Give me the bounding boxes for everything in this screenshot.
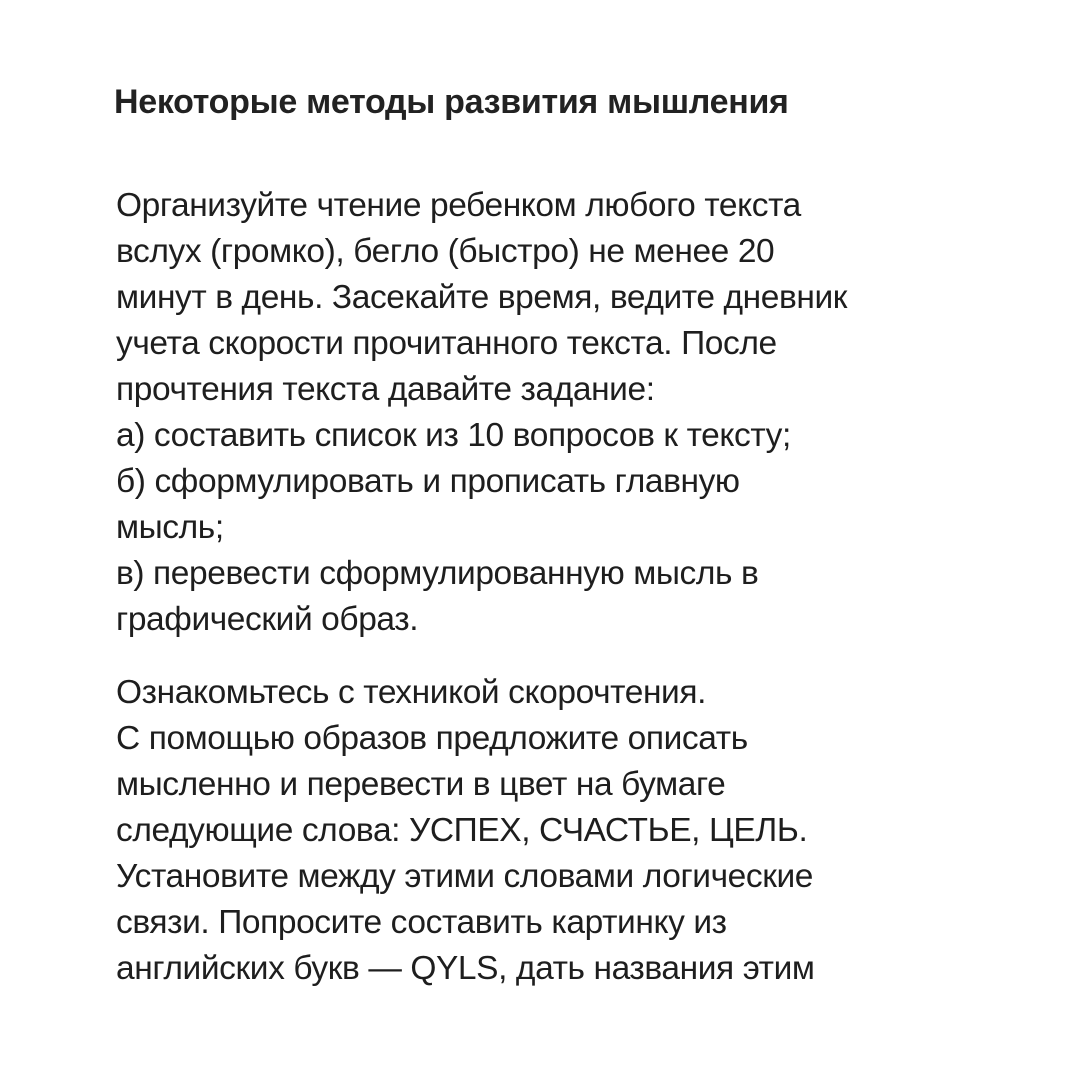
text-line: Установите между этими словами логические [116, 858, 814, 895]
paragraph-speed-reading [116, 670, 815, 992]
page-title: Некоторые методы развития мышления [114, 83, 789, 121]
list-item-a: а) составить список из 10 вопросов к тексту; [116, 417, 791, 454]
list-item-b: б) сформулировать и прописать главную [116, 463, 740, 500]
list-item-b-continued: мысль; [116, 509, 224, 546]
text-line: прочтения текста давайте задание: [116, 371, 655, 408]
text-line: английских букв — QYLS, дать названия этим [116, 950, 815, 987]
text-line: следующие слова: УСПЕХ, СЧАСТЬЕ, ЦЕЛЬ. [116, 812, 808, 849]
text-line: связи. Попросите составить картинку из [116, 904, 727, 941]
text-line: минут в день. Засекайте время, ведите дневник [116, 279, 848, 316]
list-item-v-continued: графический образ. [116, 601, 419, 638]
text-line: вслух (громко), бегло (быстро) не менее 20 [116, 233, 775, 270]
text-line: С помощью образов предложите описать [116, 720, 748, 757]
text-line: учета скорости прочитанного текста. После [116, 325, 777, 362]
paragraph-reading-exercise [116, 183, 847, 643]
text-line: мысленно и перевести в цвет на бумаге [116, 766, 726, 803]
list-item-v: в) перевести сформулированную мысль в [116, 555, 759, 592]
text-line: Ознакомьтесь с техникой скорочтения. [116, 674, 707, 711]
text-line: Организуйте чтение ребенком любого текста [116, 187, 801, 224]
